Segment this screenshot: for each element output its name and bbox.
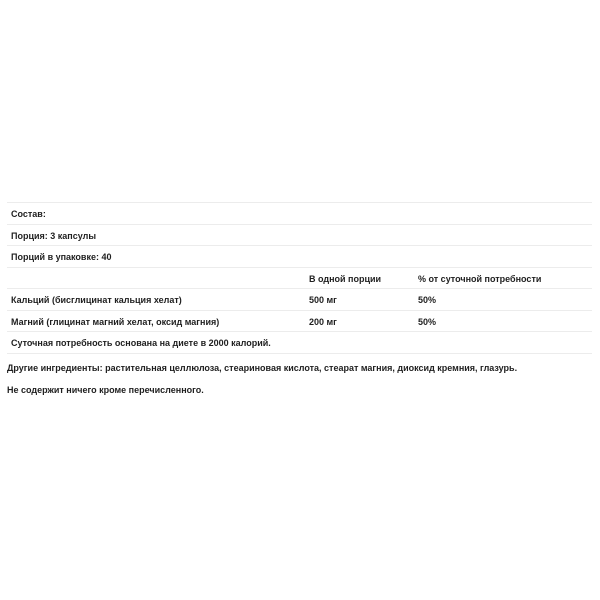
nutrient-dv: 50% — [418, 295, 437, 305]
contains-nothing-else: Не содержит ничего кроме перечисленного. — [7, 385, 204, 395]
serving-size: Порция: 3 капсулы — [11, 230, 97, 241]
table-row — [7, 311, 592, 333]
header-per-serving: В одной порции — [309, 273, 382, 284]
composition-row — [7, 203, 592, 225]
composition-label: Состав: — [11, 209, 46, 219]
supplement-facts-table — [7, 202, 592, 354]
table-header-row — [7, 268, 592, 290]
table-row — [7, 289, 592, 311]
header-daily-value: % от суточной потребности — [418, 273, 542, 284]
daily-value-footnote: Суточная потребность основана на диете в 2000 калорий. — [11, 338, 271, 348]
nutrient-dv: 50% — [418, 316, 437, 327]
servings-per-container: Порций в упаковке: 40 — [11, 252, 112, 262]
nutrient-amount: 500 мг — [309, 295, 337, 305]
nutrient-name: Кальций (бисглицинат кальция хелат) — [11, 295, 182, 305]
other-ingredients: Другие ингредиенты: растительная целлюлоза, стеариновая кислота, стеарат магния, диоксид кремния, глазурь. — [7, 363, 518, 373]
nutrient-name: Магний (глицинат магний хелат, оксид магния) — [11, 316, 220, 327]
serving-size-row — [7, 225, 592, 247]
footnote-row — [7, 332, 592, 354]
nutrient-amount: 200 мг — [309, 316, 337, 327]
servings-per-container-row — [7, 246, 592, 268]
